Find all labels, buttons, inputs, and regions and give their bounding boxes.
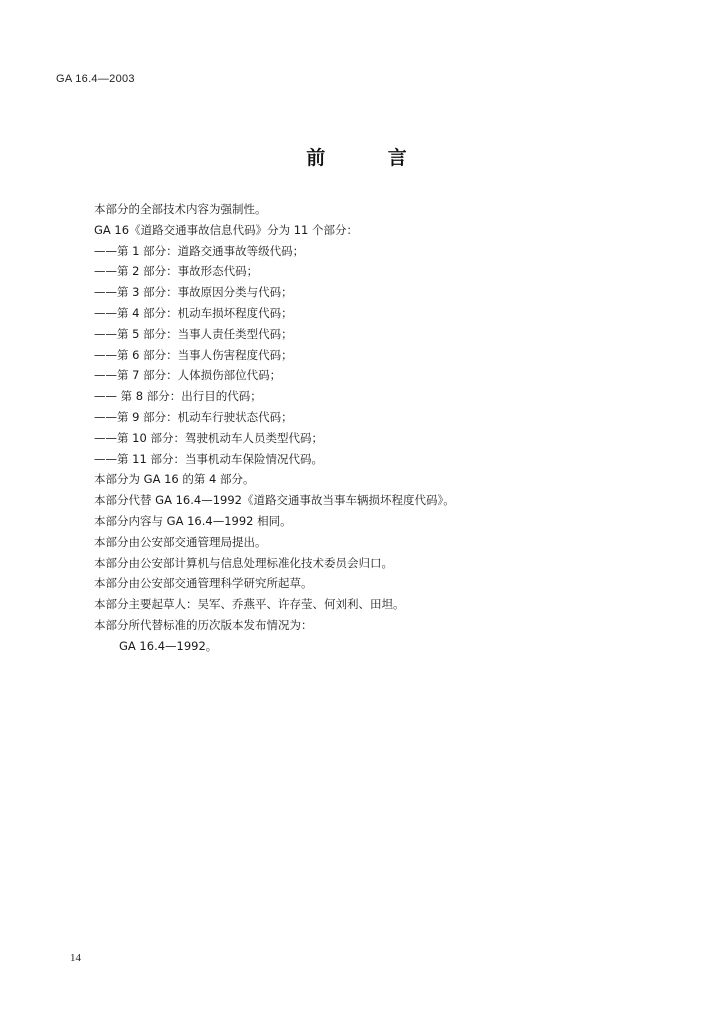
body-line-part-1: ——第 1 部分：道路交通事故等级代码； bbox=[94, 243, 305, 258]
body-line-content-same: 本部分内容与 GA 16.4—1992 相同。 bbox=[94, 513, 292, 528]
body-line-drafters: 本部分主要起草人：吴军、乔燕平、许存莹、何刘利、田坦。 bbox=[94, 597, 405, 612]
body-line-part-5: ——第 5 部分：当事人责任类型代码； bbox=[94, 326, 293, 341]
body-line-part-3: ——第 3 部分：事故原因分类与代码； bbox=[94, 285, 293, 300]
body-line-part-8: —— 第 8 部分：出行目的代码； bbox=[94, 389, 262, 404]
body-line-part-7: ——第 7 部分：人体损伤部位代码； bbox=[94, 368, 282, 383]
body-line-part-2: ——第 2 部分：事故形态代码； bbox=[94, 264, 259, 279]
body-line-part-9: ——第 9 部分：机动车行驶状态代码； bbox=[94, 409, 293, 424]
body-line-previous-editions: 本部分所代替标准的历次版本发布情况为： bbox=[94, 617, 313, 632]
body-line-part-10: ——第 10 部分：驾驶机动车人员类型代码； bbox=[94, 430, 323, 445]
body-line-replaces: 本部分代替 GA 16.4—1992《道路交通事故当事车辆损坏程度代码》。 bbox=[94, 493, 455, 508]
body-text bbox=[94, 199, 684, 657]
body-line-parts-intro: GA 16《道路交通事故信息代码》分为 11 个部分： bbox=[94, 222, 359, 237]
page-title: 前 言 bbox=[306, 147, 435, 169]
body-line-part-11: ——第 11 部分：当事机动车保险情况代码。 bbox=[94, 451, 323, 466]
body-line-centralized-by: 本部分由公安部计算机与信息处理标准化技术委员会归口。 bbox=[94, 555, 393, 570]
page-number: 14 bbox=[70, 952, 81, 964]
body-line-part-4: ——第 4 部分：机动车损坏程度代码； bbox=[94, 305, 293, 320]
body-line-previous-edition-item: GA 16.4—1992。 bbox=[119, 638, 218, 653]
body-line-mandatory-statement: 本部分的全部技术内容为强制性。 bbox=[94, 202, 267, 216]
body-line-proposed-by: 本部分由公安部交通管理局提出。 bbox=[94, 534, 267, 549]
body-line-drafted-by: 本部分由公安部交通管理科学研究所起草。 bbox=[94, 576, 313, 591]
body-line-this-part: 本部分为 GA 16 的第 4 部分。 bbox=[94, 472, 255, 487]
standard-code-header: GA 16.4—2003 bbox=[56, 73, 135, 85]
body-line-part-6: ——第 6 部分：当事人伤害程度代码； bbox=[94, 347, 293, 362]
